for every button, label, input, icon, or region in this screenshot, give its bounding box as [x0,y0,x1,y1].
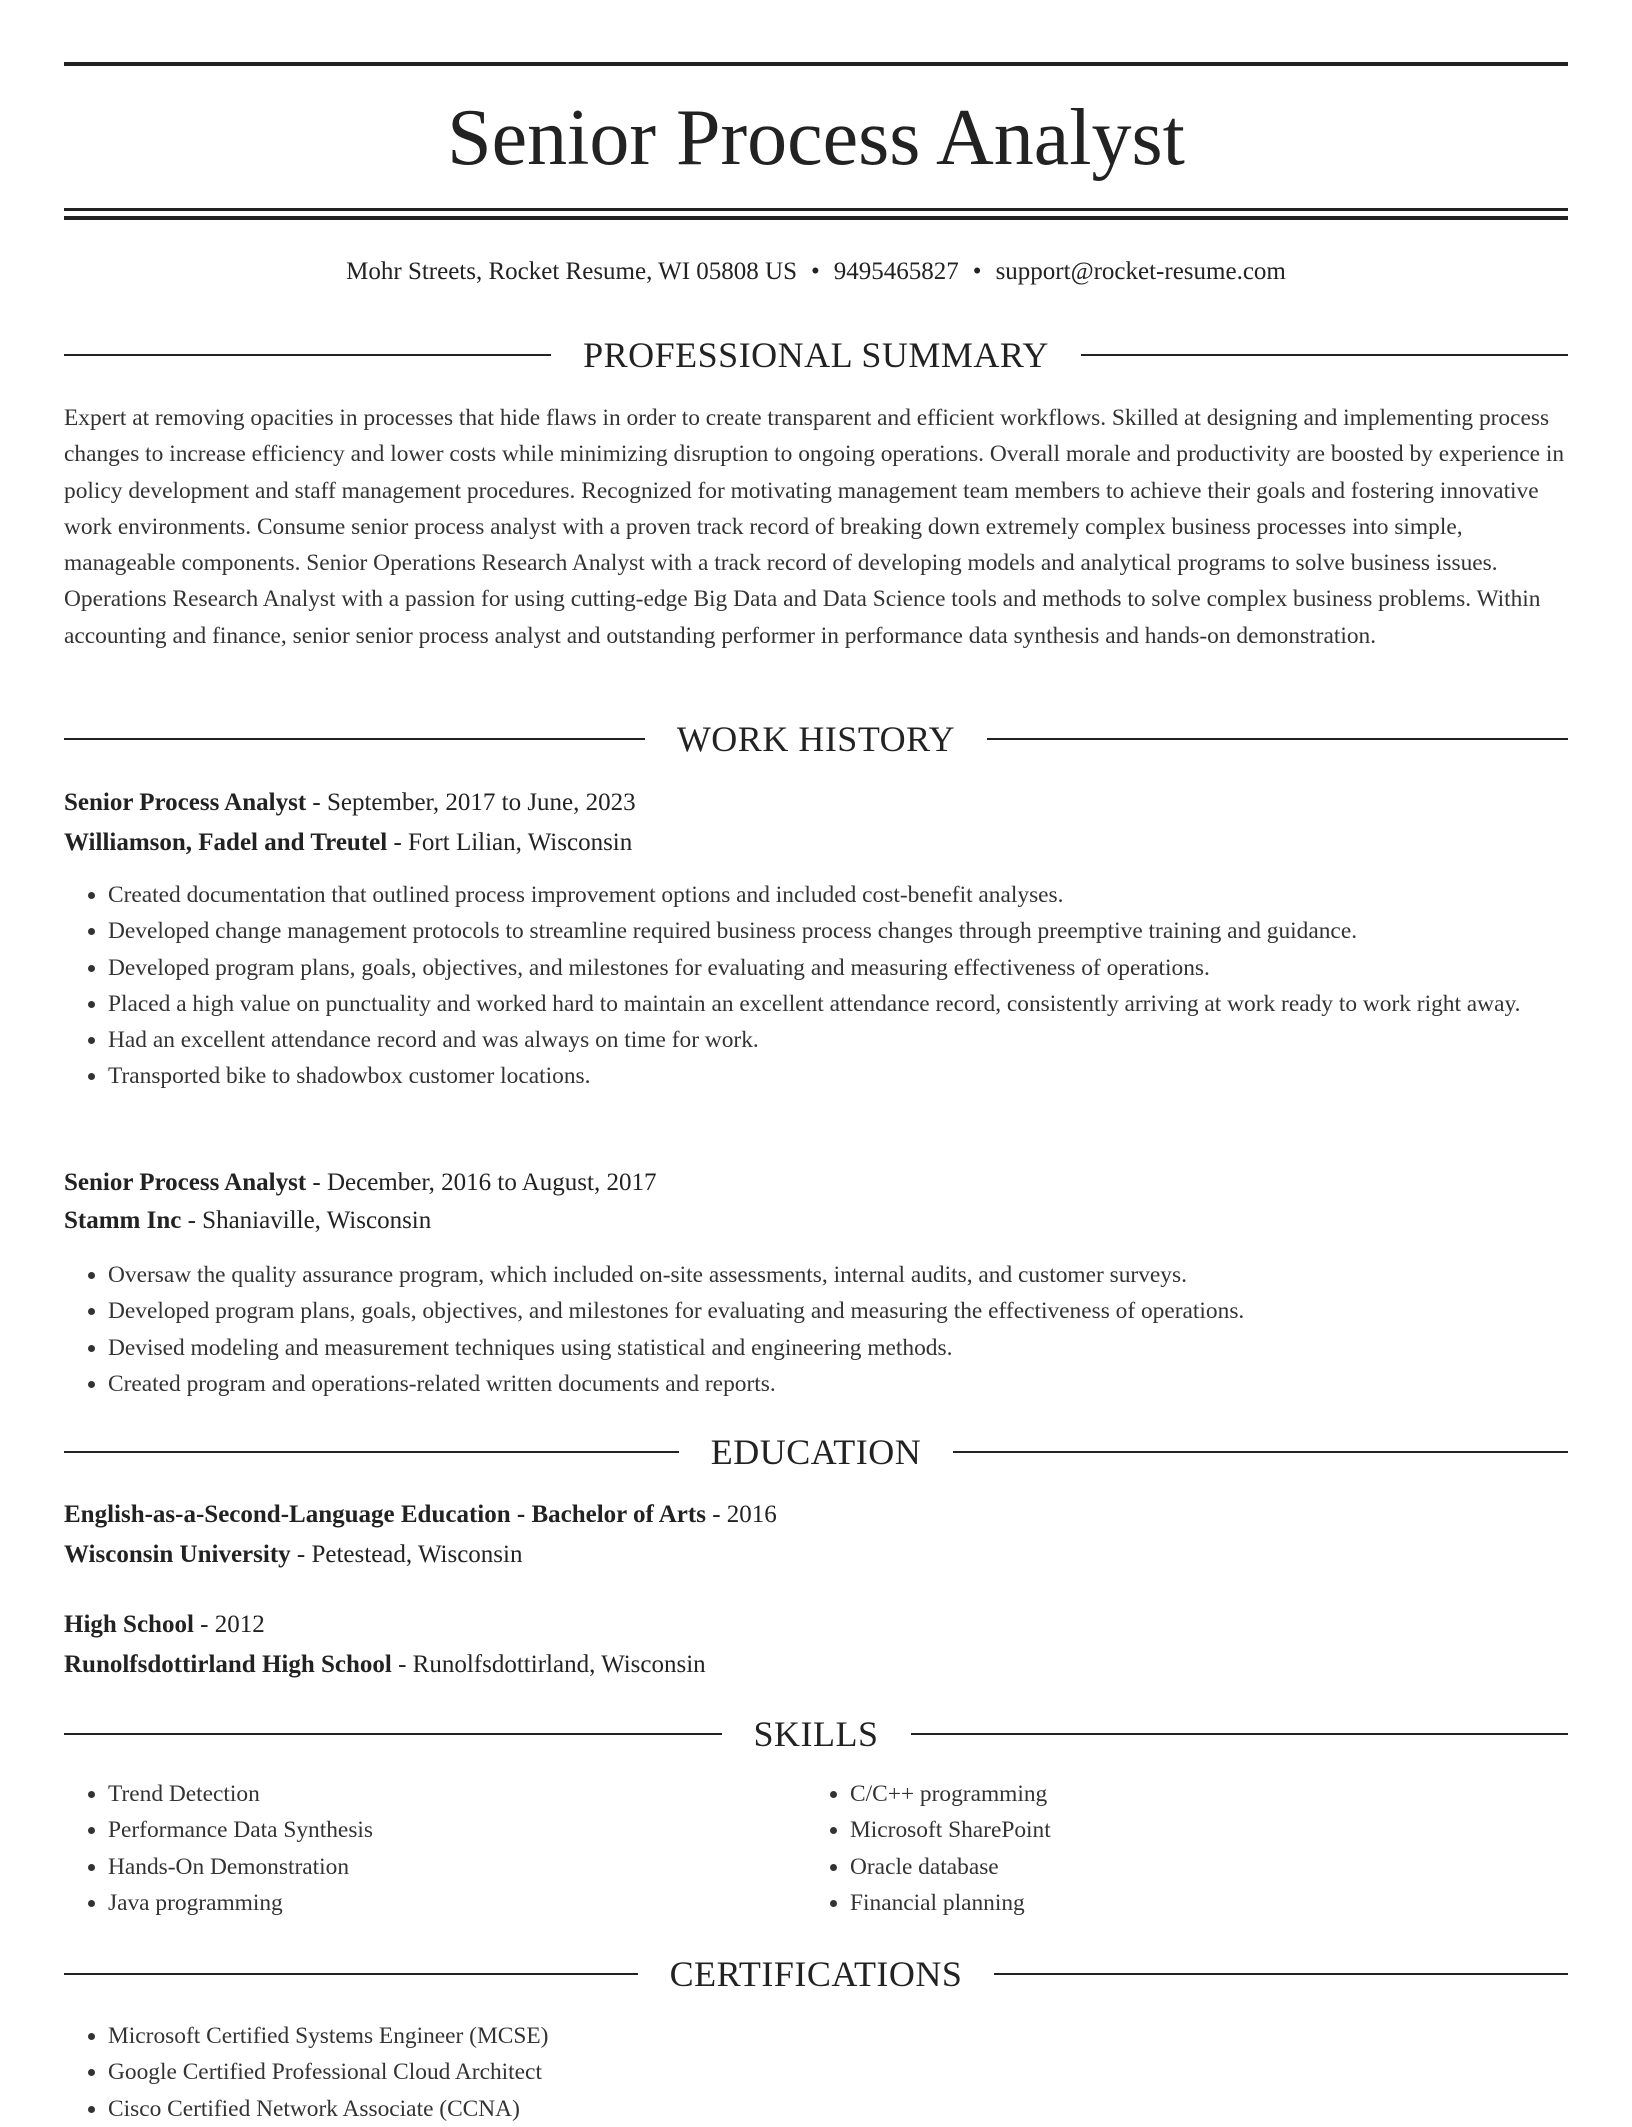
certification-item: • Google Certified Professional Cloud Architect [108,2054,1568,2090]
contact-line [64,255,1568,289]
heading-rule [987,738,1568,740]
job-company-line [64,1204,1568,1238]
section-title: EDUCATION [710,1432,922,1472]
job-bullets [64,1257,1568,1402]
heading-rule [911,1733,1569,1735]
job-title-line [64,786,1568,820]
contact-email: support@rocket-resume.com [995,258,1286,285]
skill-item: • Oracle database [850,1849,1548,1885]
education-location: - Runolfsdottirland, Wisconsin [391,1651,706,1678]
list-item: • Created program and operations-related written documents and reports. [108,1366,1568,1402]
list-item: • Created documentation that outlined process improvement options and included cost-benefit analyses. [108,877,1568,913]
heading-rule [1081,354,1568,356]
list-item: • Developed program plans, goals, objectives, and milestones for evaluating and measuring effectiveness of operations. [108,950,1568,986]
section-title: WORK HISTORY [676,719,956,759]
skill-item: • Performance Data Synthesis [108,1812,806,1848]
heading-rule [64,1733,722,1735]
section-heading-work [64,717,1568,761]
contact-separator: • [972,258,982,285]
list-item: • Developed program plans, goals, objectives, and milestones for evaluating and measuring the effectiveness of operations. [108,1293,1568,1329]
resume-name: Senior Process Analyst [447,94,1185,182]
list-item: • Developed change management protocols to streamline required business process changes through preemptive training and guidance. [108,913,1568,949]
heading-rule [64,354,551,356]
education-year: - 2012 [193,1611,265,1638]
job-company-line [64,826,1568,860]
job-company: Stamm Inc [64,1207,182,1234]
list-item: • Had an excellent attendance record and was always on time for work. [108,1022,1568,1058]
contact-separator: • [811,258,820,285]
header-double-rule [64,208,1568,220]
skill-item: • Hands-On Demonstration [108,1849,806,1885]
contact-address: Mohr Streets, Rocket Resume, WI 05808 US [346,258,798,285]
skill-item: • Trend Detection [108,1776,806,1812]
header-top-rule [64,62,1568,66]
list-item: • Transported bike to shadowbox customer locations. [108,1058,1568,1094]
education-school: Runolfsdottirland High School [64,1651,392,1678]
job-bullets [64,877,1568,1095]
section-title: PROFESSIONAL SUMMARY [583,335,1049,375]
heading-rule [64,738,645,740]
skills-columns [64,1776,1568,1921]
heading-rule [64,1451,679,1453]
job-company: Williamson, Fadel and Treutel [64,829,388,856]
job-title: Senior Process Analyst [64,1169,307,1196]
education-school-line [64,1648,1568,1682]
job-dates: - December, 2016 to August, 2017 [306,1169,657,1196]
heading-rule [953,1451,1568,1453]
certification-item: • Microsoft Certified Systems Engineer (MCSE) [108,2018,1568,2054]
job-title-line [64,1166,1568,1200]
section-title: CERTIFICATIONS [669,1954,963,1994]
skill-item: • C/C++ programming [850,1776,1548,1812]
contact-phone: 9495465827 [833,258,959,285]
summary-text: Expert at removing opacities in processes that hide flaws in order to create transparent and efficient workflows. Skilled at designing and implementing process changes to increase efficiency and lower costs while minimizing disruption to ongoing operations. Overall morale and productivity are boosted by experience in policy development and staff management procedures. Recognized for motivating management team members to achieve their goals and fostering innovative work environments. Consume senior process analyst with a proven track record of breaking down extremely complex business processes into simple, manageable components. Senior Operations Research Analyst with a track record of developing models and analytical programs to solve business issues. Operations Research Analyst with a passion for using cutting-edge Big Data and Data Science tools and methods to solve complex business problems. Within accounting and finance, senior senior process analyst and outstanding performer in performance data synthesis and hands-on demonstration. [64,405,1565,649]
education-degree: High School [64,1611,194,1638]
certifications-list [64,2018,1568,2127]
skills-list-left [64,1776,806,1921]
education-school: Wisconsin University [64,1541,291,1568]
education-degree-line [64,1608,1568,1642]
list-item: • Placed a high value on punctuality and worked hard to maintain an excellent attendance record, consistently arriving at work ready to work right away. [108,986,1568,1022]
job-title: Senior Process Analyst [64,789,307,816]
section-title: SKILLS [753,1714,879,1754]
job-location: - Shaniaville, Wisconsin [181,1207,432,1234]
heading-rule [64,1973,638,1975]
education-degree-line [64,1498,1568,1532]
education-school-line [64,1538,1568,1572]
section-heading-skills [64,1712,1568,1756]
education-degree: English-as-a-Second-Language Education - Bachelor of Arts [64,1501,706,1528]
list-item: • Devised modeling and measurement techniques using statistical and engineering methods. [108,1330,1568,1366]
section-heading-certifications [64,1952,1568,1996]
section-heading-education [64,1430,1568,1474]
list-item: • Oversaw the quality assurance program, which included on-site assessments, internal audits, and customer surveys. [108,1257,1568,1293]
skill-item: • Java programming [108,1885,806,1921]
heading-rule [994,1973,1568,1975]
job-location: - Fort Lilian, Wisconsin [387,829,633,856]
job-dates: - September, 2017 to June, 2023 [306,789,636,816]
skill-item: • Microsoft SharePoint [850,1812,1548,1848]
section-heading-summary [64,333,1568,377]
certification-item: • Cisco Certified Network Associate (CCNA) [108,2091,1568,2127]
skill-item: • Financial planning [850,1885,1548,1921]
education-location: - Petestead, Wisconsin [290,1541,523,1568]
skills-list-right [806,1776,1548,1921]
education-year: - 2016 [705,1501,777,1528]
